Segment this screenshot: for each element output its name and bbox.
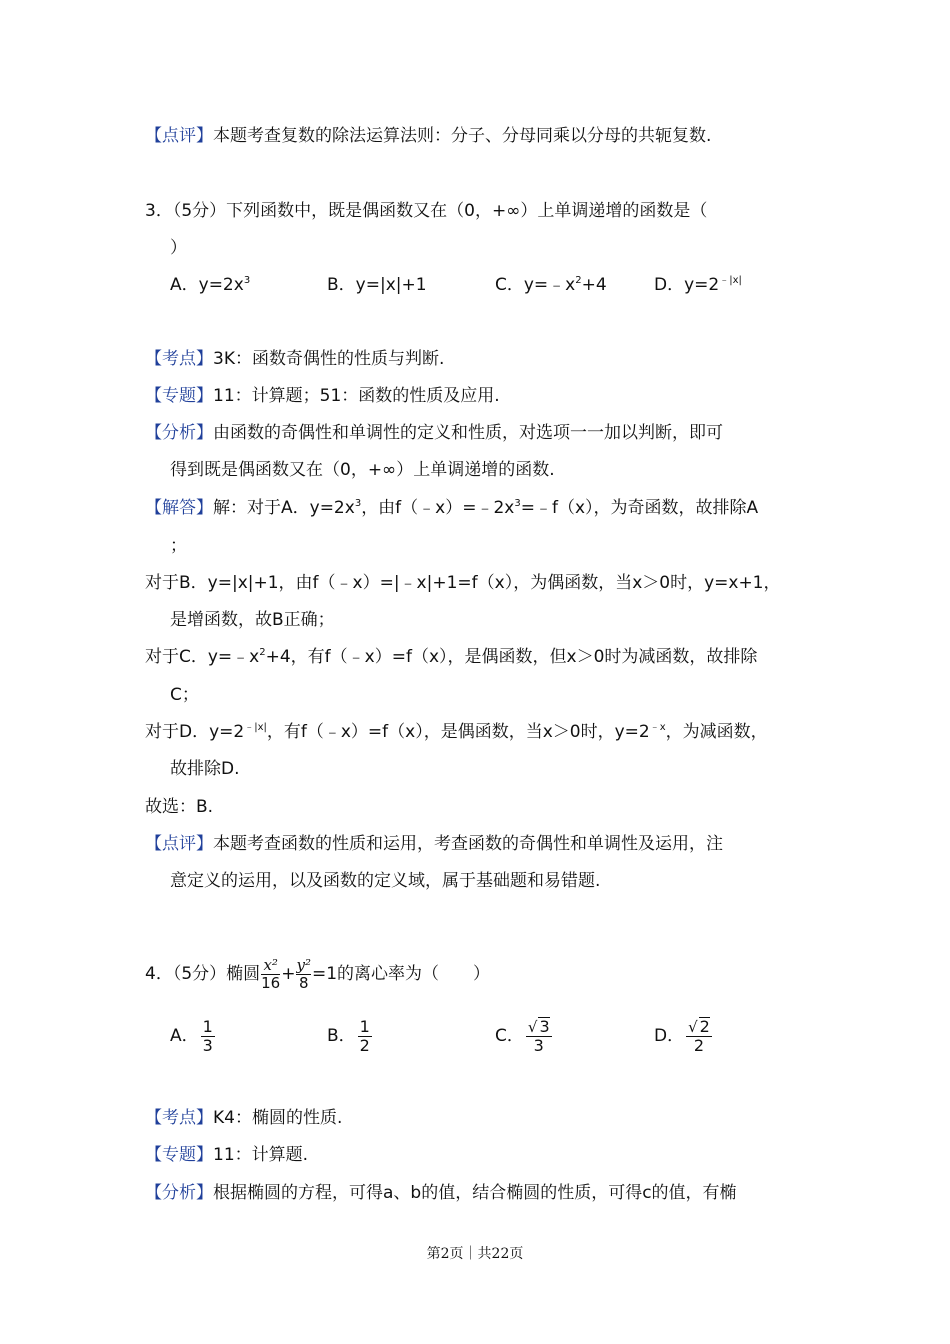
q3-jieda-c (145, 645, 757, 669)
q3-jieda-b: 对于B．y=|x|+1，由f（﹣x）=|﹣x|+1=f（x），为偶函数，当x＞0时，y=x+1， (145, 573, 781, 593)
q3-zhuanti (145, 384, 500, 408)
q3-jieda-d-cont: 故排除D. (170, 759, 240, 779)
review-tag: 【点评】 (145, 126, 213, 146)
fraction (358, 1018, 372, 1055)
q3-fenxi-cont: 得到既是偶函数又在（0，+∞）上单调递增的函数. (170, 460, 555, 480)
zhuanti-tag: 【专题】 (145, 386, 213, 406)
term-x-den: 16 (261, 973, 281, 992)
fraction (526, 1017, 552, 1055)
jieda-text: =﹣f（x），为奇函数，故排除A (520, 498, 759, 518)
denominator: 3 (202, 1035, 213, 1055)
jieda-tag: 【解答】 (145, 498, 213, 518)
fenxi-tag: 【分析】 (145, 423, 213, 443)
radicand: 3 (539, 1017, 550, 1036)
option-label: A． (170, 1026, 199, 1046)
option-label: D． (654, 1026, 685, 1046)
jieda-text: 对于C．y=﹣x (145, 647, 260, 667)
q3-option-b: B．y=|x|+1 (327, 275, 427, 295)
denominator: 3 (533, 1036, 544, 1055)
q3-jieda (145, 496, 758, 520)
kaodian-text: K4：椭圆的性质. (213, 1108, 343, 1128)
q3-jieda-d (145, 720, 768, 744)
q2-review (145, 124, 711, 148)
option-label: C． (495, 1026, 524, 1046)
dianping-text: 本题考查函数的性质和运用，考查函数的奇偶性和单调性及运用，注 (213, 834, 723, 854)
denominator: 2 (693, 1036, 705, 1055)
jieda-exp: 3 (514, 498, 521, 509)
q3-answer: 故选：B. (145, 797, 214, 817)
denominator: 2 (359, 1035, 370, 1055)
radicand: 2 (699, 1017, 710, 1036)
jieda-text: +4，有f（﹣x）=f（x），是偶函数，但x＞0时为减函数，故排除 (265, 647, 758, 667)
option-c-exp: 2 (575, 275, 582, 286)
q3-stem-cont: ） (170, 238, 187, 258)
sqrt-icon: √ (527, 1018, 538, 1036)
plus-sign: + (281, 964, 296, 984)
fraction (201, 1018, 215, 1055)
q4-option-b (327, 1014, 374, 1058)
q4-stem (145, 952, 490, 996)
option-d-text: D．y=2 (654, 275, 720, 295)
q4-kaodian (145, 1106, 342, 1130)
zhuanti-text: 11：计算题. (213, 1145, 309, 1165)
q3-kaodian (145, 347, 444, 371)
q4-stem-text: 4．（5分）椭圆 (145, 964, 261, 984)
option-d-exp: ﹣|x| (719, 275, 742, 286)
option-a-exp: 3 (243, 275, 251, 286)
q4-fenxi (145, 1181, 737, 1205)
numerator: 1 (202, 1016, 213, 1036)
dianping-tag: 【点评】 (145, 834, 213, 854)
q3-option-a (170, 273, 250, 297)
numerator (686, 1017, 712, 1037)
q3-option-d (654, 273, 742, 297)
jieda-text: 解：对于A．y=2x (213, 498, 355, 518)
term-y-num: y² (296, 955, 311, 974)
fenxi-text: 根据椭圆的方程，可得a、b的值，结合椭圆的性质，可得c的值，有椭 (213, 1183, 737, 1203)
jieda-text: ，有f（﹣x）=f（x），是偶函数，当x＞0时，y=2 (266, 722, 650, 742)
sqrt-icon: √ (688, 1018, 698, 1036)
ellipse-term-x (261, 957, 280, 992)
fenxi-text: 由函数的奇偶性和单调性的定义和性质，对选项一一加以判断，即可 (213, 423, 723, 443)
q4-option-a (170, 1014, 217, 1058)
q4-stem-tail: =1的离心率为（ ） (311, 964, 491, 984)
option-c-text: C．y=﹣x (495, 275, 576, 295)
numerator: 1 (359, 1016, 370, 1036)
q3-jieda-semicolon: ； (170, 536, 187, 556)
ellipse-term-y (296, 957, 311, 992)
option-label: B． (327, 1026, 356, 1046)
q3-dianping (145, 832, 723, 856)
q4-option-d (654, 1014, 714, 1058)
option-a-text: A．y=2x (170, 275, 244, 295)
term-y-den: 8 (298, 973, 309, 992)
kaodian-text: 3K：函数奇偶性的性质与判断. (213, 349, 445, 369)
zhuanti-tag: 【专题】 (145, 1145, 213, 1165)
jieda-exp: 3 (354, 498, 362, 509)
q3-jieda-b-cont: 是增函数，故B正确； (170, 610, 335, 630)
jieda-text: ，为减函数， (665, 722, 768, 742)
q3-option-c (495, 273, 607, 297)
jieda-exp: 2 (259, 647, 266, 658)
option-c-tail: +4 (581, 275, 607, 295)
review-text: 本题考查复数的除法运算法则：分子、分母同乘以分母的共轭复数. (213, 126, 712, 146)
q3-stem: 3．（5分）下列函数中，既是偶函数又在（0，+∞）上单调递增的函数是（ (145, 201, 708, 221)
jieda-text: ，由f（﹣x）=﹣2x (361, 498, 515, 518)
jieda-text: 对于D．y=2 (145, 722, 245, 742)
q3-fenxi (145, 421, 723, 445)
jieda-exp: ﹣|x| (244, 722, 267, 733)
term-x-num: x² (261, 957, 280, 975)
jieda-exp: ﹣x (649, 722, 666, 733)
fenxi-tag: 【分析】 (145, 1183, 213, 1203)
kaodian-tag: 【考点】 (145, 1108, 213, 1128)
q3-jieda-c-cont: C； (170, 685, 199, 705)
zhuanti-text: 11：计算题；51：函数的性质及应用. (213, 386, 500, 406)
page-footer: 第2页｜共22页 (426, 1246, 524, 1262)
numerator (526, 1017, 552, 1037)
fraction (686, 1017, 712, 1055)
kaodian-tag: 【考点】 (145, 349, 213, 369)
q3-dianping-cont: 意定义的运用，以及函数的定义域，属于基础题和易错题. (170, 871, 601, 891)
q4-zhuanti (145, 1143, 308, 1167)
q4-option-c (495, 1014, 554, 1058)
